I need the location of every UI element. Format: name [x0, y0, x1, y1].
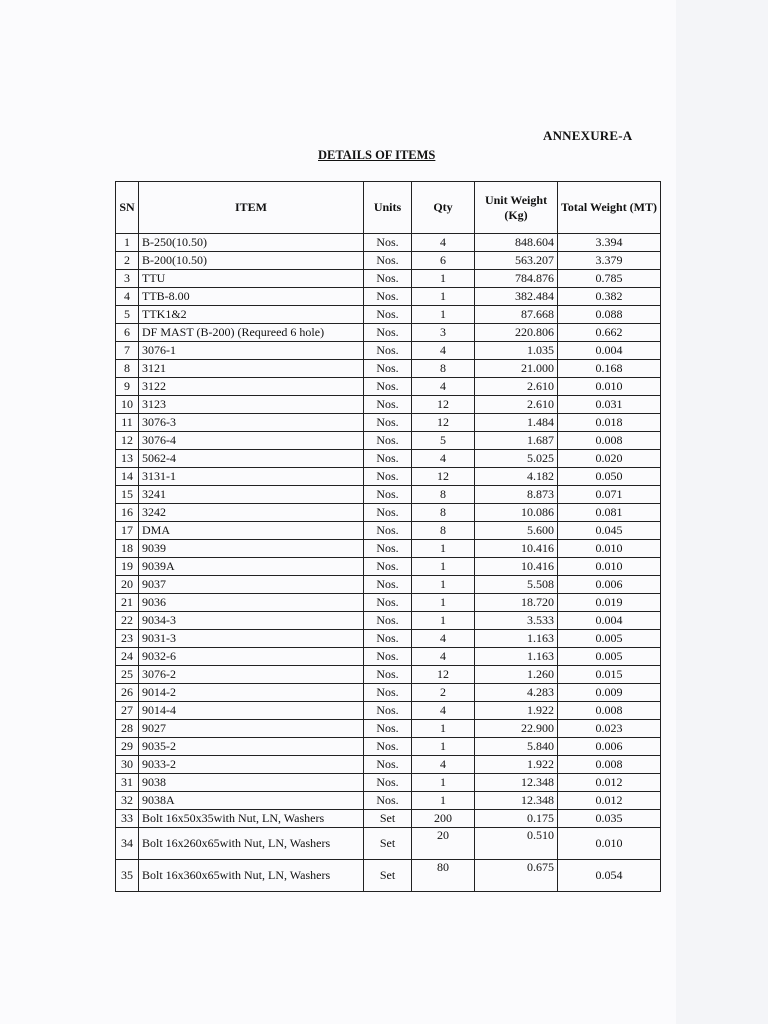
cell-item: 9038 [139, 774, 364, 792]
cell-qty: 1 [412, 288, 475, 306]
cell-sn: 26 [116, 684, 139, 702]
cell-qty: 1 [412, 612, 475, 630]
table-row [116, 270, 661, 288]
cell-unit-weight: 10.416 [475, 540, 558, 558]
cell-unit-weight: 1.260 [475, 666, 558, 684]
cell-item: 3076-1 [139, 342, 364, 360]
table-row [116, 378, 661, 396]
cell-unit-weight: 2.610 [475, 396, 558, 414]
table-row [116, 792, 661, 810]
cell-sn: 24 [116, 648, 139, 666]
cell-sn: 16 [116, 504, 139, 522]
cell-total-weight: 0.035 [558, 810, 661, 828]
cell-qty: 4 [412, 648, 475, 666]
cell-sn: 20 [116, 576, 139, 594]
cell-sn: 12 [116, 432, 139, 450]
cell-unit-weight: 1.922 [475, 702, 558, 720]
cell-qty: 1 [412, 792, 475, 810]
table-row [116, 756, 661, 774]
cell-units: Nos. [364, 774, 412, 792]
cell-sn: 31 [116, 774, 139, 792]
cell-qty: 2 [412, 684, 475, 702]
cell-item: 9039 [139, 540, 364, 558]
cell-units: Nos. [364, 630, 412, 648]
cell-item: 9014-4 [139, 702, 364, 720]
cell-qty: 8 [412, 504, 475, 522]
table-row [116, 432, 661, 450]
column-header-qty: Qty [412, 182, 475, 234]
table-row [116, 648, 661, 666]
items-table [115, 181, 661, 892]
column-header-item: ITEM [139, 182, 364, 234]
cell-units: Nos. [364, 378, 412, 396]
cell-qty: 4 [412, 756, 475, 774]
table-row [116, 738, 661, 756]
cell-sn: 10 [116, 396, 139, 414]
cell-item: DF MAST (B-200) (Requreed 6 hole) [139, 324, 364, 342]
cell-qty: 3 [412, 324, 475, 342]
cell-item: 9033-2 [139, 756, 364, 774]
table-body [116, 234, 661, 892]
cell-sn: 21 [116, 594, 139, 612]
cell-sn: 15 [116, 486, 139, 504]
cell-total-weight: 0.004 [558, 612, 661, 630]
cell-total-weight: 0.045 [558, 522, 661, 540]
table-row [116, 522, 661, 540]
cell-units: Nos. [364, 720, 412, 738]
cell-item: 3241 [139, 486, 364, 504]
cell-unit-weight: 1.163 [475, 648, 558, 666]
cell-total-weight: 0.031 [558, 396, 661, 414]
table-row [116, 306, 661, 324]
cell-units: Nos. [364, 522, 412, 540]
cell-unit-weight: 848.604 [475, 234, 558, 252]
cell-units: Nos. [364, 414, 412, 432]
cell-item: 9036 [139, 594, 364, 612]
cell-qty: 4 [412, 342, 475, 360]
cell-item: DMA [139, 522, 364, 540]
cell-units: Set [364, 810, 412, 828]
cell-qty: 1 [412, 576, 475, 594]
cell-sn: 5 [116, 306, 139, 324]
cell-qty: 8 [412, 522, 475, 540]
cell-item: 3076-2 [139, 666, 364, 684]
cell-qty: 80 [412, 860, 475, 892]
column-header-units: Units [364, 182, 412, 234]
table-row [116, 324, 661, 342]
cell-unit-weight: 3.533 [475, 612, 558, 630]
cell-total-weight: 0.168 [558, 360, 661, 378]
cell-total-weight: 0.004 [558, 342, 661, 360]
cell-total-weight: 0.010 [558, 378, 661, 396]
cell-item: TTK1&2 [139, 306, 364, 324]
cell-unit-weight: 10.086 [475, 504, 558, 522]
cell-item: TTU [139, 270, 364, 288]
cell-qty: 1 [412, 270, 475, 288]
cell-units: Nos. [364, 324, 412, 342]
table-row [116, 630, 661, 648]
cell-unit-weight: 12.348 [475, 774, 558, 792]
cell-qty: 1 [412, 774, 475, 792]
cell-total-weight: 0.008 [558, 702, 661, 720]
cell-sn: 1 [116, 234, 139, 252]
cell-qty: 12 [412, 396, 475, 414]
cell-item: 3076-3 [139, 414, 364, 432]
cell-item: 3076-4 [139, 432, 364, 450]
cell-units: Nos. [364, 558, 412, 576]
cell-units: Nos. [364, 756, 412, 774]
cell-total-weight: 0.010 [558, 828, 661, 860]
cell-units: Nos. [364, 432, 412, 450]
cell-total-weight: 0.662 [558, 324, 661, 342]
cell-qty: 1 [412, 720, 475, 738]
cell-total-weight: 0.054 [558, 860, 661, 892]
cell-item: 9032-6 [139, 648, 364, 666]
table-row [116, 828, 661, 860]
cell-unit-weight: 1.687 [475, 432, 558, 450]
cell-qty: 6 [412, 252, 475, 270]
table-row [116, 342, 661, 360]
column-header-unit-weight: Unit Weight (Kg) [475, 182, 558, 234]
cell-unit-weight: 18.720 [475, 594, 558, 612]
cell-sn: 33 [116, 810, 139, 828]
table-row [116, 702, 661, 720]
cell-units: Nos. [364, 666, 412, 684]
cell-sn: 7 [116, 342, 139, 360]
cell-units: Nos. [364, 792, 412, 810]
cell-units: Nos. [364, 684, 412, 702]
cell-qty: 12 [412, 468, 475, 486]
cell-item: 3123 [139, 396, 364, 414]
cell-sn: 13 [116, 450, 139, 468]
cell-unit-weight: 1.922 [475, 756, 558, 774]
cell-sn: 4 [116, 288, 139, 306]
table-row [116, 468, 661, 486]
cell-total-weight: 0.081 [558, 504, 661, 522]
cell-unit-weight: 8.873 [475, 486, 558, 504]
cell-sn: 17 [116, 522, 139, 540]
cell-item: 5062-4 [139, 450, 364, 468]
cell-item: 3122 [139, 378, 364, 396]
cell-sn: 25 [116, 666, 139, 684]
cell-item: 9034-3 [139, 612, 364, 630]
cell-units: Nos. [364, 648, 412, 666]
cell-sn: 22 [116, 612, 139, 630]
cell-units: Nos. [364, 702, 412, 720]
cell-total-weight: 0.019 [558, 594, 661, 612]
cell-unit-weight: 563.207 [475, 252, 558, 270]
cell-item: Bolt 16x50x35with Nut, LN, Washers [139, 810, 364, 828]
cell-sn: 19 [116, 558, 139, 576]
cell-units: Nos. [364, 306, 412, 324]
table-row [116, 252, 661, 270]
cell-unit-weight: 0.175 [475, 810, 558, 828]
cell-units: Nos. [364, 342, 412, 360]
cell-units: Nos. [364, 270, 412, 288]
cell-sn: 2 [116, 252, 139, 270]
cell-qty: 20 [412, 828, 475, 860]
cell-total-weight: 3.379 [558, 252, 661, 270]
cell-units: Nos. [364, 504, 412, 522]
cell-unit-weight: 220.806 [475, 324, 558, 342]
cell-sn: 32 [116, 792, 139, 810]
cell-qty: 4 [412, 450, 475, 468]
cell-item: 9037 [139, 576, 364, 594]
cell-total-weight: 0.785 [558, 270, 661, 288]
cell-qty: 8 [412, 486, 475, 504]
cell-units: Nos. [364, 612, 412, 630]
cell-total-weight: 0.071 [558, 486, 661, 504]
cell-unit-weight: 0.510 [475, 828, 558, 860]
cell-sn: 23 [116, 630, 139, 648]
cell-units: Nos. [364, 450, 412, 468]
cell-total-weight: 0.023 [558, 720, 661, 738]
table-row [116, 288, 661, 306]
table-row [116, 504, 661, 522]
cell-unit-weight: 1.484 [475, 414, 558, 432]
table-row [116, 612, 661, 630]
cell-sn: 29 [116, 738, 139, 756]
cell-units: Nos. [364, 360, 412, 378]
cell-qty: 200 [412, 810, 475, 828]
cell-qty: 12 [412, 666, 475, 684]
cell-units: Nos. [364, 468, 412, 486]
cell-unit-weight: 10.416 [475, 558, 558, 576]
cell-sn: 11 [116, 414, 139, 432]
cell-unit-weight: 87.668 [475, 306, 558, 324]
cell-item: 9035-2 [139, 738, 364, 756]
table-row [116, 576, 661, 594]
cell-qty: 5 [412, 432, 475, 450]
cell-unit-weight: 382.484 [475, 288, 558, 306]
cell-qty: 8 [412, 360, 475, 378]
cell-qty: 4 [412, 630, 475, 648]
cell-qty: 1 [412, 594, 475, 612]
table-row [116, 414, 661, 432]
cell-total-weight: 0.010 [558, 558, 661, 576]
cell-qty: 1 [412, 558, 475, 576]
table-row [116, 666, 661, 684]
cell-units: Set [364, 828, 412, 860]
cell-item: Bolt 16x360x65with Nut, LN, Washers [139, 860, 364, 892]
document-title: DETAILS OF ITEMS [318, 148, 436, 162]
cell-item: 9038A [139, 792, 364, 810]
cell-item: 9031-3 [139, 630, 364, 648]
cell-qty: 4 [412, 702, 475, 720]
table-row [116, 486, 661, 504]
cell-qty: 4 [412, 378, 475, 396]
cell-total-weight: 0.005 [558, 630, 661, 648]
cell-total-weight: 0.020 [558, 450, 661, 468]
cell-total-weight: 0.006 [558, 738, 661, 756]
cell-item: 3242 [139, 504, 364, 522]
table-row [116, 360, 661, 378]
cell-unit-weight: 1.035 [475, 342, 558, 360]
cell-total-weight: 0.012 [558, 774, 661, 792]
table-row [116, 450, 661, 468]
cell-sn: 35 [116, 860, 139, 892]
cell-sn: 6 [116, 324, 139, 342]
cell-sn: 9 [116, 378, 139, 396]
cell-unit-weight: 22.900 [475, 720, 558, 738]
cell-qty: 12 [412, 414, 475, 432]
cell-unit-weight: 0.675 [475, 860, 558, 892]
cell-unit-weight: 2.610 [475, 378, 558, 396]
cell-sn: 30 [116, 756, 139, 774]
cell-sn: 18 [116, 540, 139, 558]
cell-sn: 3 [116, 270, 139, 288]
cell-unit-weight: 4.283 [475, 684, 558, 702]
cell-total-weight: 0.018 [558, 414, 661, 432]
cell-qty: 1 [412, 306, 475, 324]
cell-unit-weight: 4.182 [475, 468, 558, 486]
table-row [116, 594, 661, 612]
cell-sn: 34 [116, 828, 139, 860]
cell-item: 9027 [139, 720, 364, 738]
cell-unit-weight: 784.876 [475, 270, 558, 288]
cell-total-weight: 0.008 [558, 432, 661, 450]
table-header-row [116, 182, 661, 234]
cell-total-weight: 0.088 [558, 306, 661, 324]
cell-units: Set [364, 860, 412, 892]
cell-unit-weight: 5.025 [475, 450, 558, 468]
cell-unit-weight: 5.840 [475, 738, 558, 756]
cell-unit-weight: 5.508 [475, 576, 558, 594]
cell-unit-weight: 12.348 [475, 792, 558, 810]
cell-total-weight: 3.394 [558, 234, 661, 252]
cell-units: Nos. [364, 738, 412, 756]
cell-item: Bolt 16x260x65with Nut, LN, Washers [139, 828, 364, 860]
cell-item: 9014-2 [139, 684, 364, 702]
cell-unit-weight: 1.163 [475, 630, 558, 648]
cell-item: 3121 [139, 360, 364, 378]
table-row [116, 684, 661, 702]
table-row [116, 396, 661, 414]
cell-sn: 27 [116, 702, 139, 720]
cell-total-weight: 0.005 [558, 648, 661, 666]
cell-units: Nos. [364, 288, 412, 306]
cell-units: Nos. [364, 540, 412, 558]
table-row [116, 810, 661, 828]
cell-units: Nos. [364, 594, 412, 612]
annexure-label: ANNEXURE-A [543, 128, 633, 143]
cell-unit-weight: 21.000 [475, 360, 558, 378]
column-header-total-weight: Total Weight (MT) [558, 182, 661, 234]
cell-sn: 8 [116, 360, 139, 378]
cell-qty: 4 [412, 234, 475, 252]
cell-total-weight: 0.012 [558, 792, 661, 810]
cell-qty: 1 [412, 540, 475, 558]
column-header-sn: SN [116, 182, 139, 234]
cell-units: Nos. [364, 396, 412, 414]
cell-total-weight: 0.382 [558, 288, 661, 306]
table-row [116, 234, 661, 252]
cell-item: 9039A [139, 558, 364, 576]
cell-units: Nos. [364, 252, 412, 270]
table-row [116, 774, 661, 792]
cell-total-weight: 0.015 [558, 666, 661, 684]
cell-units: Nos. [364, 576, 412, 594]
cell-total-weight: 0.009 [558, 684, 661, 702]
cell-units: Nos. [364, 234, 412, 252]
cell-sn: 14 [116, 468, 139, 486]
cell-item: B-250(10.50) [139, 234, 364, 252]
cell-unit-weight: 5.600 [475, 522, 558, 540]
cell-item: B-200(10.50) [139, 252, 364, 270]
cell-units: Nos. [364, 486, 412, 504]
cell-total-weight: 0.050 [558, 468, 661, 486]
cell-total-weight: 0.010 [558, 540, 661, 558]
cell-item: TTB-8.00 [139, 288, 364, 306]
cell-sn: 28 [116, 720, 139, 738]
cell-qty: 1 [412, 738, 475, 756]
table-row [116, 860, 661, 892]
table-row [116, 540, 661, 558]
cell-total-weight: 0.006 [558, 576, 661, 594]
cell-total-weight: 0.008 [558, 756, 661, 774]
table-row [116, 558, 661, 576]
table-row [116, 720, 661, 738]
cell-item: 3131-1 [139, 468, 364, 486]
